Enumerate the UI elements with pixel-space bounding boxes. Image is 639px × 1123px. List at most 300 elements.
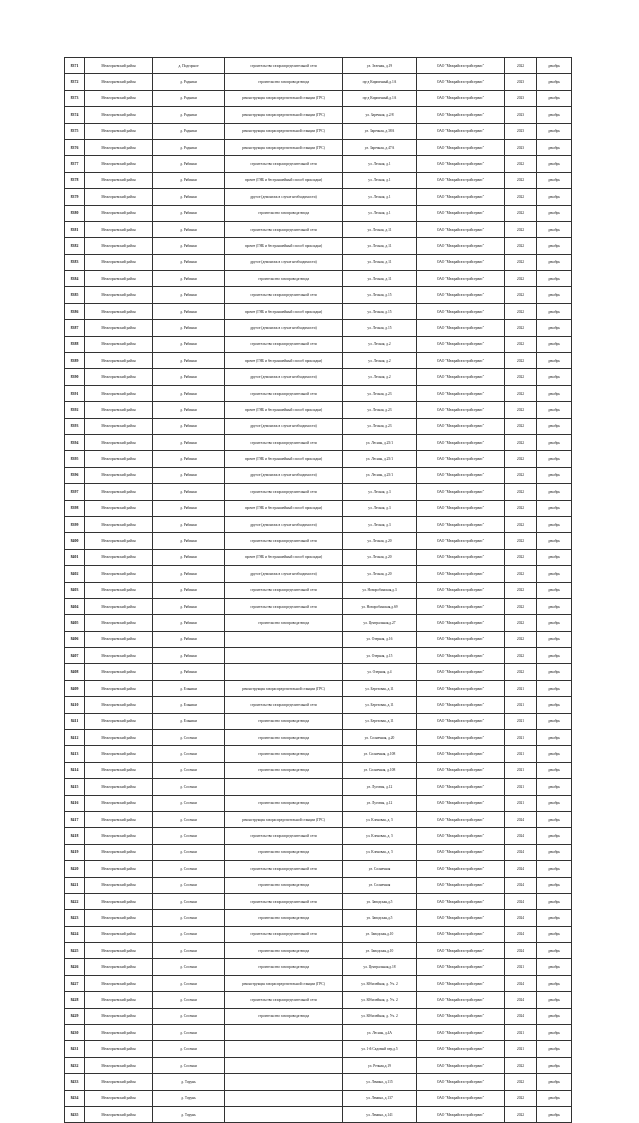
- work-type-cell: реконструкция газораспределительной станции (ГРС): [225, 123, 343, 139]
- settlement-cell: д. Сосенки: [153, 975, 225, 991]
- month-cell: декабрь: [537, 172, 572, 188]
- district-cell: Межгорьевский район: [85, 615, 153, 631]
- work-type-cell: строительство газораспределительной сети: [225, 828, 343, 844]
- contractor-cell: ОАО "Межрайгазстройсервис": [417, 451, 505, 467]
- month-cell: декабрь: [537, 992, 572, 1008]
- contractor-cell: ОАО "Межрайгазстройсервис": [417, 893, 505, 909]
- district-cell: Межгорьевский район: [85, 58, 153, 74]
- address-cell: ул. Юбилейная, д. Уч. 2: [343, 975, 417, 991]
- work-type-cell: строительство газораспределительной сети: [225, 926, 343, 942]
- work-type-cell: [225, 648, 343, 664]
- row-number: 8391: [65, 385, 85, 401]
- table-row: [65, 811, 572, 827]
- row-number: 8428: [65, 992, 85, 1008]
- row-number: 8415: [65, 779, 85, 795]
- settlement-cell: д. Рябинки: [153, 467, 225, 483]
- address-cell: ул. Солнечная: [343, 861, 417, 877]
- address-cell: ул. Лесная, д.23: [343, 402, 417, 418]
- row-number: 8387: [65, 320, 85, 336]
- work-type-cell: другое (демонтаж в случае необходимости): [225, 320, 343, 336]
- settlement-cell: д. Сосенки: [153, 828, 225, 844]
- settlement-cell: д. Рябинки: [153, 451, 225, 467]
- district-cell: Межгорьевский район: [85, 1057, 153, 1073]
- district-cell: Межгорьевский район: [85, 943, 153, 959]
- year-cell: 2022: [505, 189, 537, 205]
- table-row: [65, 762, 572, 778]
- settlement-cell: д. Рябинки: [153, 353, 225, 369]
- table-row: [65, 631, 572, 647]
- month-cell: декабрь: [537, 861, 572, 877]
- district-cell: Межгорьевский район: [85, 582, 153, 598]
- row-number: 8385: [65, 287, 85, 303]
- year-cell: 2022: [505, 172, 537, 188]
- month-cell: декабрь: [537, 795, 572, 811]
- district-cell: Межгорьевский район: [85, 107, 153, 123]
- settlement-cell: д. Сосенки: [153, 1057, 225, 1073]
- district-cell: Межгорьевский район: [85, 828, 153, 844]
- address-cell: ул. Лесная, д.23: [343, 418, 417, 434]
- contractor-cell: ОАО "Межрайгазстройсервис": [417, 516, 505, 532]
- month-cell: декабрь: [537, 730, 572, 746]
- district-cell: Межгорьевский район: [85, 877, 153, 893]
- district-cell: Межгорьевский район: [85, 811, 153, 827]
- address-cell: ул. Кленовая, д. 5: [343, 844, 417, 860]
- contractor-cell: ОАО "Межрайгазстройсервис": [417, 861, 505, 877]
- month-cell: декабрь: [537, 598, 572, 614]
- row-number: 8429: [65, 1008, 85, 1024]
- row-number: 8394: [65, 434, 85, 450]
- year-cell: 2022: [505, 631, 537, 647]
- row-number: 8417: [65, 811, 85, 827]
- month-cell: декабрь: [537, 254, 572, 270]
- year-cell: 2021: [505, 795, 537, 811]
- work-type-cell: строительство газораспределительной сети: [225, 58, 343, 74]
- contractor-cell: ОАО "Межрайгазстройсервис": [417, 1008, 505, 1024]
- table-row: [65, 107, 572, 123]
- settlement-cell: д. Родники: [153, 139, 225, 155]
- month-cell: декабрь: [537, 680, 572, 696]
- work-type-cell: строительство газопровода-ввода: [225, 959, 343, 975]
- year-cell: 2024: [505, 926, 537, 942]
- district-cell: Межгорьевский район: [85, 992, 153, 1008]
- settlement-cell: д. Рябинки: [153, 271, 225, 287]
- contractor-cell: ОАО "Межрайгазстройсервис": [417, 746, 505, 762]
- row-number: 8382: [65, 238, 85, 254]
- work-type-cell: другое (демонтаж в случае необходимости): [225, 566, 343, 582]
- month-cell: декабрь: [537, 90, 572, 106]
- month-cell: декабрь: [537, 828, 572, 844]
- year-cell: 2022: [505, 598, 537, 614]
- table-row: [65, 566, 572, 582]
- row-number: 8389: [65, 353, 85, 369]
- year-cell: 2024: [505, 910, 537, 926]
- row-number: 8421: [65, 877, 85, 893]
- table-row: [65, 598, 572, 614]
- contractor-cell: ОАО "Межрайгазстройсервис": [417, 205, 505, 221]
- table-row: [65, 353, 572, 369]
- settlement-cell: д. Ельники: [153, 680, 225, 696]
- settlement-cell: д. Рябинки: [153, 385, 225, 401]
- row-number: 8418: [65, 828, 85, 844]
- row-number: 8406: [65, 631, 85, 647]
- work-type-cell: реконструкция газораспределительной станции (ГРС): [225, 107, 343, 123]
- table-row: [65, 1107, 572, 1123]
- work-type-cell: [225, 1090, 343, 1106]
- address-cell: ул. Заречная, д.47А: [343, 139, 417, 155]
- address-cell: ул. Солнечная, д.108: [343, 762, 417, 778]
- year-cell: 2022: [505, 434, 537, 450]
- table-row: [65, 336, 572, 352]
- contractor-cell: ОАО "Межрайгазстройсервис": [417, 730, 505, 746]
- month-cell: декабрь: [537, 320, 572, 336]
- address-cell: ул. Ленина, д.141: [343, 1107, 417, 1123]
- settlement-cell: д. Рябинки: [153, 287, 225, 303]
- row-number: 8407: [65, 648, 85, 664]
- work-type-cell: строительство газопровода-ввода: [225, 730, 343, 746]
- month-cell: декабрь: [537, 369, 572, 385]
- contractor-cell: ОАО "Межрайгазстройсервис": [417, 910, 505, 926]
- district-cell: Межгорьевский район: [85, 746, 153, 762]
- work-type-cell: строительство газораспределительной сети: [225, 221, 343, 237]
- address-cell: ул. Заречная, д.2/8: [343, 107, 417, 123]
- row-number: 8383: [65, 254, 85, 270]
- address-cell: ул. Юбилейная, д. Уч. 2: [343, 1008, 417, 1024]
- row-number: 8380: [65, 205, 85, 221]
- contractor-cell: ОАО "Межрайгазстройсервис": [417, 1090, 505, 1106]
- row-number: 8404: [65, 598, 85, 614]
- table-row: [65, 156, 572, 172]
- district-cell: Межгорьевский район: [85, 861, 153, 877]
- address-cell: ул. Новоробинская,д.3: [343, 582, 417, 598]
- row-number: 8411: [65, 713, 85, 729]
- year-cell: 2022: [505, 467, 537, 483]
- district-cell: Межгорьевский район: [85, 762, 153, 778]
- table-row: [65, 238, 572, 254]
- month-cell: декабрь: [537, 1008, 572, 1024]
- district-cell: Межгорьевский район: [85, 451, 153, 467]
- settlement-cell: д. Сосенки: [153, 861, 225, 877]
- settlement-cell: д. Рябинки: [153, 566, 225, 582]
- work-type-cell: строительство газораспределительной сети: [225, 582, 343, 598]
- work-type-cell: строительство газораспределительной сети: [225, 697, 343, 713]
- year-cell: 2022: [505, 221, 537, 237]
- year-cell: 2021: [505, 1025, 537, 1041]
- work-type-cell: прочее (ГНБ и бестраншейный способ прокладки): [225, 451, 343, 467]
- table-row: [65, 926, 572, 942]
- row-number: 8372: [65, 74, 85, 90]
- settlement-cell: д. Рябинки: [153, 484, 225, 500]
- month-cell: декабрь: [537, 1057, 572, 1073]
- address-cell: ул. Солнечная, д.108: [343, 746, 417, 762]
- contractor-cell: ОАО "Межрайгазстройсервис": [417, 254, 505, 270]
- month-cell: декабрь: [537, 418, 572, 434]
- work-type-cell: прочее (ГНБ и бестраншейный способ прокладки): [225, 500, 343, 516]
- row-number: 8403: [65, 582, 85, 598]
- district-cell: Межгорьевский район: [85, 1025, 153, 1041]
- district-cell: Межгорьевский район: [85, 1041, 153, 1057]
- settlement-cell: д. Торунь: [153, 1107, 225, 1123]
- year-cell: 2022: [505, 287, 537, 303]
- contractor-cell: ОАО "Межрайгазстройсервис": [417, 533, 505, 549]
- month-cell: декабрь: [537, 516, 572, 532]
- contractor-cell: ОАО "Межрайгазстройсервис": [417, 402, 505, 418]
- contractor-cell: ОАО "Межрайгазстройсервис": [417, 1057, 505, 1073]
- year-cell: 2022: [505, 238, 537, 254]
- table-row: [65, 746, 572, 762]
- settlement-cell: д. Сосенки: [153, 795, 225, 811]
- table-row: [65, 664, 572, 680]
- year-cell: 2022: [505, 271, 537, 287]
- table-row: [65, 713, 572, 729]
- year-cell: 2021: [505, 959, 537, 975]
- table-row: [65, 910, 572, 926]
- address-cell: ул. Новоробинская,д.69: [343, 598, 417, 614]
- district-cell: Межгорьевский район: [85, 697, 153, 713]
- district-cell: Межгорьевский район: [85, 320, 153, 336]
- district-cell: Межгорьевский район: [85, 779, 153, 795]
- table-row: [65, 172, 572, 188]
- row-number: 8371: [65, 58, 85, 74]
- row-number: 8379: [65, 189, 85, 205]
- year-cell: 2022: [505, 58, 537, 74]
- table-row: [65, 1057, 572, 1073]
- work-type-cell: строительство газораспределительной сети: [225, 992, 343, 1008]
- year-cell: 2021: [505, 680, 537, 696]
- row-number: 8422: [65, 893, 85, 909]
- month-cell: декабрь: [537, 943, 572, 959]
- work-type-cell: другое (демонтаж в случае необходимости): [225, 189, 343, 205]
- row-number: 8381: [65, 221, 85, 237]
- row-number: 8392: [65, 402, 85, 418]
- contractor-cell: ОАО "Межрайгазстройсервис": [417, 566, 505, 582]
- month-cell: декабрь: [537, 910, 572, 926]
- contractor-cell: ОАО "Межрайгазстройсервис": [417, 221, 505, 237]
- settlement-cell: д. Рябинки: [153, 156, 225, 172]
- contractor-cell: ОАО "Межрайгазстройсервис": [417, 680, 505, 696]
- contractor-cell: ОАО "Межрайгазстройсервис": [417, 353, 505, 369]
- row-number: 8375: [65, 123, 85, 139]
- settlement-cell: д. Родники: [153, 74, 225, 90]
- row-number: 8408: [65, 664, 85, 680]
- month-cell: декабрь: [537, 139, 572, 155]
- work-type-cell: строительство газопровода-ввода: [225, 1008, 343, 1024]
- table-row: [65, 730, 572, 746]
- year-cell: 2022: [505, 500, 537, 516]
- month-cell: декабрь: [537, 713, 572, 729]
- year-cell: 2024: [505, 811, 537, 827]
- work-type-cell: строительство газопровода-ввода: [225, 271, 343, 287]
- row-number: 8396: [65, 467, 85, 483]
- table-row: [65, 123, 572, 139]
- settlement-cell: д. Рябинки: [153, 533, 225, 549]
- table-row: [65, 402, 572, 418]
- year-cell: 2024: [505, 893, 537, 909]
- contractor-cell: ОАО "Межрайгазстройсервис": [417, 1107, 505, 1123]
- address-cell: ул. Лесная, д.11: [343, 238, 417, 254]
- year-cell: 2024: [505, 1008, 537, 1024]
- table-row: [65, 959, 572, 975]
- year-cell: 2022: [505, 156, 537, 172]
- district-cell: Межгорьевский район: [85, 238, 153, 254]
- settlement-cell: д. Ельники: [153, 697, 225, 713]
- year-cell: 2021: [505, 746, 537, 762]
- contractor-cell: ОАО "Межрайгазстройсервис": [417, 74, 505, 90]
- address-cell: ул. Лесная, д.15: [343, 287, 417, 303]
- month-cell: декабрь: [537, 500, 572, 516]
- row-number: 8388: [65, 336, 85, 352]
- row-number: 8384: [65, 271, 85, 287]
- settlement-cell: д. Рябинки: [153, 549, 225, 565]
- district-cell: Межгорьевский район: [85, 844, 153, 860]
- settlement-cell: д. Рябинки: [153, 303, 225, 319]
- work-type-cell: другое (демонтаж в случае необходимости): [225, 516, 343, 532]
- work-type-cell: строительство газораспределительной сети: [225, 893, 343, 909]
- table-row: [65, 1090, 572, 1106]
- work-type-cell: строительство газопровода-ввода: [225, 943, 343, 959]
- contractor-cell: ОАО "Межрайгазстройсервис": [417, 90, 505, 106]
- contractor-cell: ОАО "Межрайгазстройсервис": [417, 434, 505, 450]
- row-number: 8426: [65, 959, 85, 975]
- district-cell: Межгорьевский район: [85, 975, 153, 991]
- contractor-cell: ОАО "Межрайгазстройсервис": [417, 418, 505, 434]
- contractor-cell: ОАО "Межрайгазстройсервис": [417, 943, 505, 959]
- month-cell: декабрь: [537, 123, 572, 139]
- row-number: 8416: [65, 795, 85, 811]
- settlement-cell: д. Сосенки: [153, 926, 225, 942]
- table-row: [65, 418, 572, 434]
- settlement-cell: д. Рябинки: [153, 516, 225, 532]
- work-type-cell: реконструкция газораспределительной станции (ГРС): [225, 139, 343, 155]
- table-row: [65, 943, 572, 959]
- work-type-cell: [225, 631, 343, 647]
- month-cell: декабрь: [537, 648, 572, 664]
- address-cell: ул. Лесная, д.3: [343, 484, 417, 500]
- address-cell: ул. Зеленая, д.19: [343, 58, 417, 74]
- contractor-cell: ОАО "Межрайгазстройсервис": [417, 762, 505, 778]
- month-cell: декабрь: [537, 975, 572, 991]
- district-cell: Межгорьевский район: [85, 123, 153, 139]
- table-row: [65, 680, 572, 696]
- row-number: 8427: [65, 975, 85, 991]
- month-cell: декабрь: [537, 566, 572, 582]
- district-cell: Межгорьевский район: [85, 418, 153, 434]
- address-cell: ул. Озерная, д.15: [343, 648, 417, 664]
- settlement-cell: д. Сосенки: [153, 877, 225, 893]
- address-cell: ул. Лесная, д.1: [343, 156, 417, 172]
- month-cell: декабрь: [537, 877, 572, 893]
- settlement-cell: д. Рябинки: [153, 648, 225, 664]
- row-number: 8402: [65, 566, 85, 582]
- address-cell: ул. Заречная, д.38А: [343, 123, 417, 139]
- row-number: 8419: [65, 844, 85, 860]
- address-cell: ул. Лесная, д.20: [343, 549, 417, 565]
- district-cell: Межгорьевский район: [85, 533, 153, 549]
- address-cell: ул. Лесная, д.1: [343, 205, 417, 221]
- contractor-cell: ОАО "Межрайгазстройсервис": [417, 975, 505, 991]
- table-row: [65, 697, 572, 713]
- month-cell: декабрь: [537, 615, 572, 631]
- month-cell: декабрь: [537, 1090, 572, 1106]
- settlement-cell: д. Рябинки: [153, 189, 225, 205]
- table-row: [65, 287, 572, 303]
- settlement-cell: д. Рябинки: [153, 664, 225, 680]
- year-cell: 2022: [505, 418, 537, 434]
- district-cell: Межгорьевский район: [85, 205, 153, 221]
- row-number: 8414: [65, 762, 85, 778]
- address-cell: ул. Березовая, д.11: [343, 697, 417, 713]
- district-cell: Межгорьевский район: [85, 271, 153, 287]
- settlement-cell: д. Подгорное: [153, 58, 225, 74]
- address-cell: ул. Лесная, д.25/1: [343, 451, 417, 467]
- year-cell: 2022: [505, 369, 537, 385]
- row-number: 8413: [65, 746, 85, 762]
- district-cell: Межгорьевский район: [85, 598, 153, 614]
- contractor-cell: ОАО "Межрайгазстройсервис": [417, 811, 505, 827]
- address-cell: ул. Луговая, д.12: [343, 795, 417, 811]
- row-number: 8373: [65, 90, 85, 106]
- address-cell: ул. Лесная, д.1: [343, 172, 417, 188]
- table-row: [65, 271, 572, 287]
- district-cell: Межгорьевский район: [85, 189, 153, 205]
- district-cell: Межгорьевский район: [85, 910, 153, 926]
- month-cell: декабрь: [537, 238, 572, 254]
- table-row: [65, 189, 572, 205]
- work-type-cell: строительство газопровода-ввода: [225, 762, 343, 778]
- year-cell: 2023: [505, 107, 537, 123]
- contractor-cell: ОАО "Межрайгазстройсервис": [417, 385, 505, 401]
- address-cell: ул. Лесная, д.2: [343, 369, 417, 385]
- year-cell: 2024: [505, 943, 537, 959]
- month-cell: декабрь: [537, 844, 572, 860]
- contractor-cell: ОАО "Межрайгазстройсервис": [417, 959, 505, 975]
- contractor-cell: ОАО "Межрайгазстройсервис": [417, 582, 505, 598]
- month-cell: декабрь: [537, 287, 572, 303]
- table-row: [65, 582, 572, 598]
- settlement-cell: д. Рябинки: [153, 631, 225, 647]
- work-type-cell: другое (демонтаж в случае необходимости): [225, 254, 343, 270]
- year-cell: 2022: [505, 353, 537, 369]
- district-cell: Межгорьевский район: [85, 1090, 153, 1106]
- contractor-cell: ОАО "Межрайгазстройсервис": [417, 828, 505, 844]
- contractor-cell: ОАО "Межрайгазстройсервис": [417, 484, 505, 500]
- settlement-cell: д. Рябинки: [153, 336, 225, 352]
- month-cell: декабрь: [537, 221, 572, 237]
- year-cell: 2024: [505, 992, 537, 1008]
- address-cell: ул. Речная,д.19: [343, 1057, 417, 1073]
- month-cell: декабрь: [537, 205, 572, 221]
- address-cell: ул. Кленовая, д. 5: [343, 811, 417, 827]
- address-cell: ул. Лесная, д.11: [343, 254, 417, 270]
- table-row: [65, 451, 572, 467]
- year-cell: 2021: [505, 779, 537, 795]
- district-cell: Межгорьевский район: [85, 549, 153, 565]
- month-cell: декабрь: [537, 582, 572, 598]
- year-cell: 2021: [505, 697, 537, 713]
- address-cell: ул. Юбилейная, д. Уч. 2: [343, 992, 417, 1008]
- settlement-cell: д. Рябинки: [153, 320, 225, 336]
- contractor-cell: ОАО "Межрайгазстройсервис": [417, 992, 505, 1008]
- month-cell: декабрь: [537, 58, 572, 74]
- work-type-cell: строительство газораспределительной сети: [225, 484, 343, 500]
- address-cell: ул. Лесная, д.3: [343, 500, 417, 516]
- table-row: [65, 467, 572, 483]
- month-cell: декабрь: [537, 467, 572, 483]
- address-cell: ул. Озерная, д.4: [343, 664, 417, 680]
- year-cell: 2022: [505, 516, 537, 532]
- settlement-cell: д. Рябинки: [153, 172, 225, 188]
- work-type-cell: реконструкция газораспределительной станции (ГРС): [225, 90, 343, 106]
- row-number: 8430: [65, 1025, 85, 1041]
